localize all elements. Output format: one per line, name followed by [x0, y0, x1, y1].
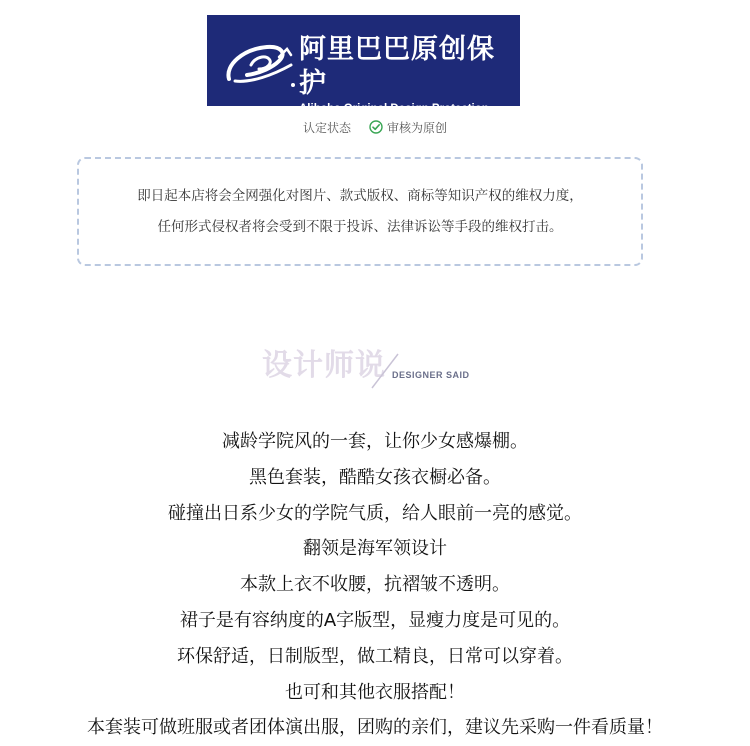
description-line: 黑色套装，酷酷女孩衣橱必备。 — [249, 466, 501, 488]
product-description — [0, 424, 750, 746]
copyright-notice — [77, 157, 643, 266]
description-line: 碰撞出日系少女的学院气质，给人眼前一亮的感觉。 — [168, 502, 582, 524]
banner-title-en: Alibaba Original Design Protection — [299, 103, 489, 115]
description-line: 减龄学院风的一套，让你少女感爆棚。 — [222, 431, 528, 452]
description-line: 也可和其他衣服搭配！ — [285, 681, 465, 703]
designer-said-heading — [262, 340, 502, 390]
banner-text — [299, 33, 520, 115]
description-line: 环保舒适，日制版型，做工精良，日常可以穿着。 — [177, 645, 573, 667]
description-line: 翻领是海军领设计 — [303, 538, 447, 560]
description-line: 裙子是有容纳度的A字版型，显瘦力度是可见的。 — [179, 609, 571, 631]
alibaba-logo-icon — [221, 35, 301, 91]
designer-title-cn: 设计师说 — [262, 348, 386, 383]
banner-title-cn: 阿里巴巴原创保护 — [299, 34, 495, 99]
status-label: 认定状态 — [302, 120, 351, 135]
notice-line-2: 任何形式侵权者将会受到不限于投诉、法律诉讼等手段的维权打击。 — [157, 218, 563, 235]
notice-line-1: 即日起本店将会全网强化对图片、款式版权、商标等知识产权的维权力度， — [137, 187, 583, 204]
check-circle-icon — [369, 120, 383, 134]
protection-banner — [207, 15, 520, 115]
status-value: 审核为原创 — [387, 120, 448, 135]
certification-status — [0, 117, 750, 137]
description-line: 本套装可做班服或者团体演出服，团购的亲们，建议先采购一件看质量！ — [87, 717, 663, 739]
designer-title-en: DESIGNER SAID — [392, 370, 470, 380]
description-line: 本款上衣不收腰，抗褶皱不透明。 — [240, 574, 510, 596]
